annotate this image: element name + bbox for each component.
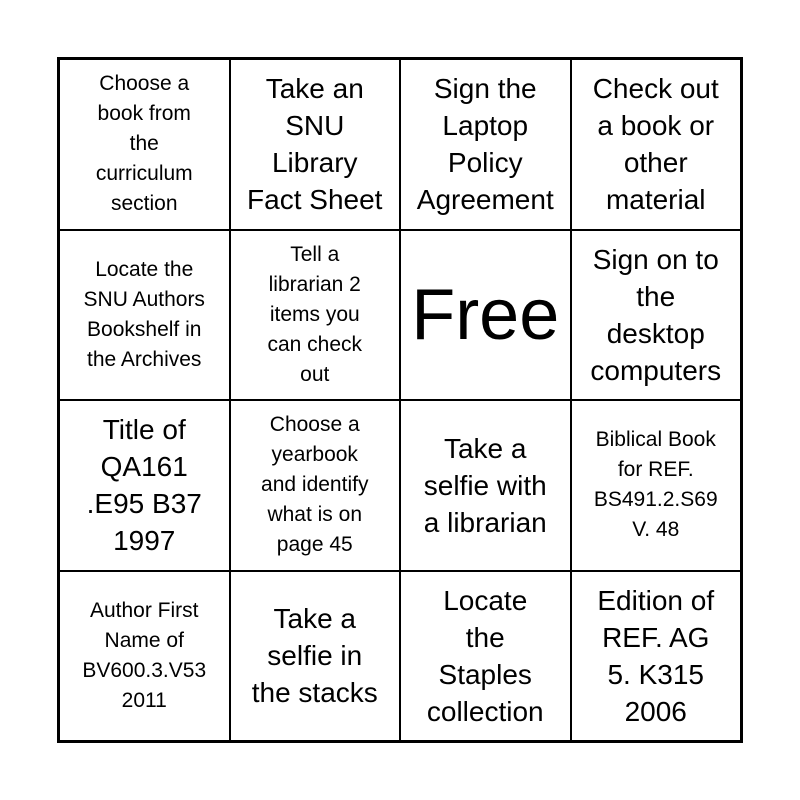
bingo-cell-curriculum-book[interactable] bbox=[59, 59, 230, 230]
bingo-cell-tell-librarian[interactable] bbox=[230, 230, 401, 401]
bingo-cell-selfie-librarian[interactable] bbox=[400, 400, 571, 571]
cell-text: Sign the Laptop Policy Agreement bbox=[416, 73, 554, 216]
cell-text: Author First Name of BV600.3.V53 2011 bbox=[82, 598, 207, 712]
bingo-grid bbox=[57, 57, 743, 743]
cell-text: Biblical Book for REF. BS491.2.S69 V. 48 bbox=[593, 428, 718, 542]
cell-text: Take a selfie in the stacks bbox=[251, 603, 378, 709]
cell-text: Locate the Staples collection bbox=[426, 584, 544, 727]
bingo-cell-desktop-computers[interactable] bbox=[571, 230, 742, 401]
bingo-cell-staples-collection[interactable] bbox=[400, 571, 571, 742]
cell-text: Edition of REF. AG 5. K315 2006 bbox=[597, 584, 715, 727]
bingo-cell-laptop-policy[interactable] bbox=[400, 59, 571, 230]
bingo-cell-biblical-book[interactable] bbox=[571, 400, 742, 571]
bingo-cell-author-first-name[interactable] bbox=[59, 571, 230, 742]
bingo-cell-fact-sheet[interactable] bbox=[230, 59, 401, 230]
cell-text: Choose a book from the curriculum section bbox=[95, 72, 193, 216]
bingo-cell-title-of-qa161[interactable] bbox=[59, 400, 230, 571]
cell-text: Check out a book or other material bbox=[592, 73, 719, 216]
cell-text: Sign on to the desktop computers bbox=[590, 243, 722, 386]
bingo-cell-free[interactable] bbox=[400, 230, 571, 401]
cell-text: Take a selfie with a librarian bbox=[423, 432, 547, 538]
cell-text: Choose a yearbook and identify what is on page 45 bbox=[261, 413, 369, 557]
cell-text: Title of QA161 .E95 B37 1997 bbox=[86, 414, 202, 557]
cell-text: Tell a librarian 2 items you can check out bbox=[267, 242, 363, 386]
cell-text: Locate the SNU Authors Bookshelf in the Archives bbox=[83, 257, 205, 371]
bingo-cell-check-out-book[interactable] bbox=[571, 59, 742, 230]
cell-text: Take an SNU Library Fact Sheet bbox=[247, 73, 383, 216]
bingo-cell-edition-of-ag5[interactable] bbox=[571, 571, 742, 742]
bingo-cell-selfie-stacks[interactable] bbox=[230, 571, 401, 742]
cell-text: Free bbox=[411, 274, 560, 355]
bingo-cell-snu-authors-bookshelf[interactable] bbox=[59, 230, 230, 401]
bingo-cell-yearbook[interactable] bbox=[230, 400, 401, 571]
